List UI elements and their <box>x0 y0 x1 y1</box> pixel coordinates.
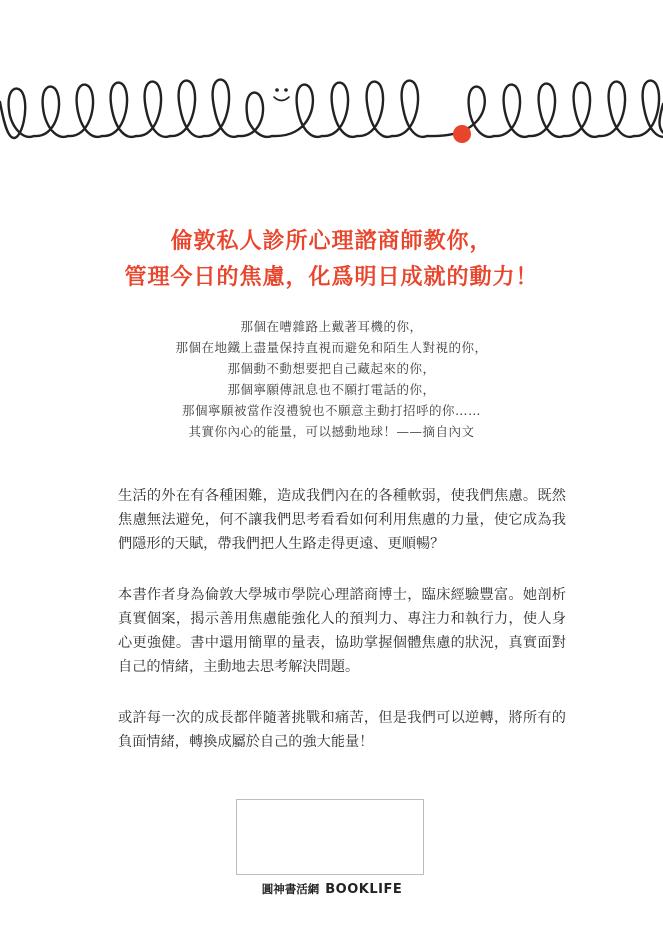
quote-line: 那個在地鐵上盡量保持直視而避免和陌生人對視的你， <box>175 340 488 355</box>
squiggle-loops-decoration <box>0 58 663 158</box>
quote-line: 那個寧願傳訊息也不願打電話的你， <box>227 382 436 397</box>
red-dot-icon <box>453 125 471 143</box>
publisher-logo <box>232 881 432 897</box>
quote-line: 那個動不動想要把自己藏起來的你， <box>227 361 436 376</box>
quote-line: 那個寧願被當作沒禮貌也不願意主動打招呼的你…… <box>181 403 481 418</box>
smiley-face-icon <box>274 88 289 100</box>
quote-line: 那個在嘈雜路上戴著耳機的你， <box>240 319 423 334</box>
squiggle-line <box>0 80 663 138</box>
publisher-brand: BOOKLIFE <box>325 882 403 897</box>
headline-line-1: 倫敦私人診所心理諮商師教你， <box>170 229 493 254</box>
barcode-area <box>236 799 424 875</box>
body-paragraph: 或許每一次的成長都伴隨著挑戰和痛苦，但是我們可以逆轉，將所有的負面情緒，轉換成屬於自己的強大能量！ <box>118 710 566 750</box>
publisher-name: 圓神書活網 <box>261 882 320 896</box>
headline <box>0 224 663 296</box>
body-paragraph: 本書作者身為倫敦大學城市學院心理諮商博士，臨床經驗豐富。她剖析真實個案，揭示善用焦慮能強化人的預判力、專注力和執行力，使人身心更強健。書中還用簡單的量表，協助掌握個體焦慮的狀況，真實面對自己的情緒，主動地去思考解決問題。 <box>118 587 566 675</box>
headline-line-2: 管理今日的焦慮，化爲明日成就的動力！ <box>124 265 539 290</box>
quote-line: 其實你內心的能量，可以撼動地球！——摘自內文 <box>188 424 475 439</box>
excerpt-quote <box>0 316 663 442</box>
body-paragraph: 生活的外在有各種困難，造成我們內在的各種軟弱，使我們焦慮。既然焦慮無法避免，何不讓我們思考看看如何利用焦慮的力量，使它成為我們隱形的天賦，帶我們把人生路走得更遠、更順暢？ <box>118 488 566 552</box>
description-body <box>118 484 566 781</box>
